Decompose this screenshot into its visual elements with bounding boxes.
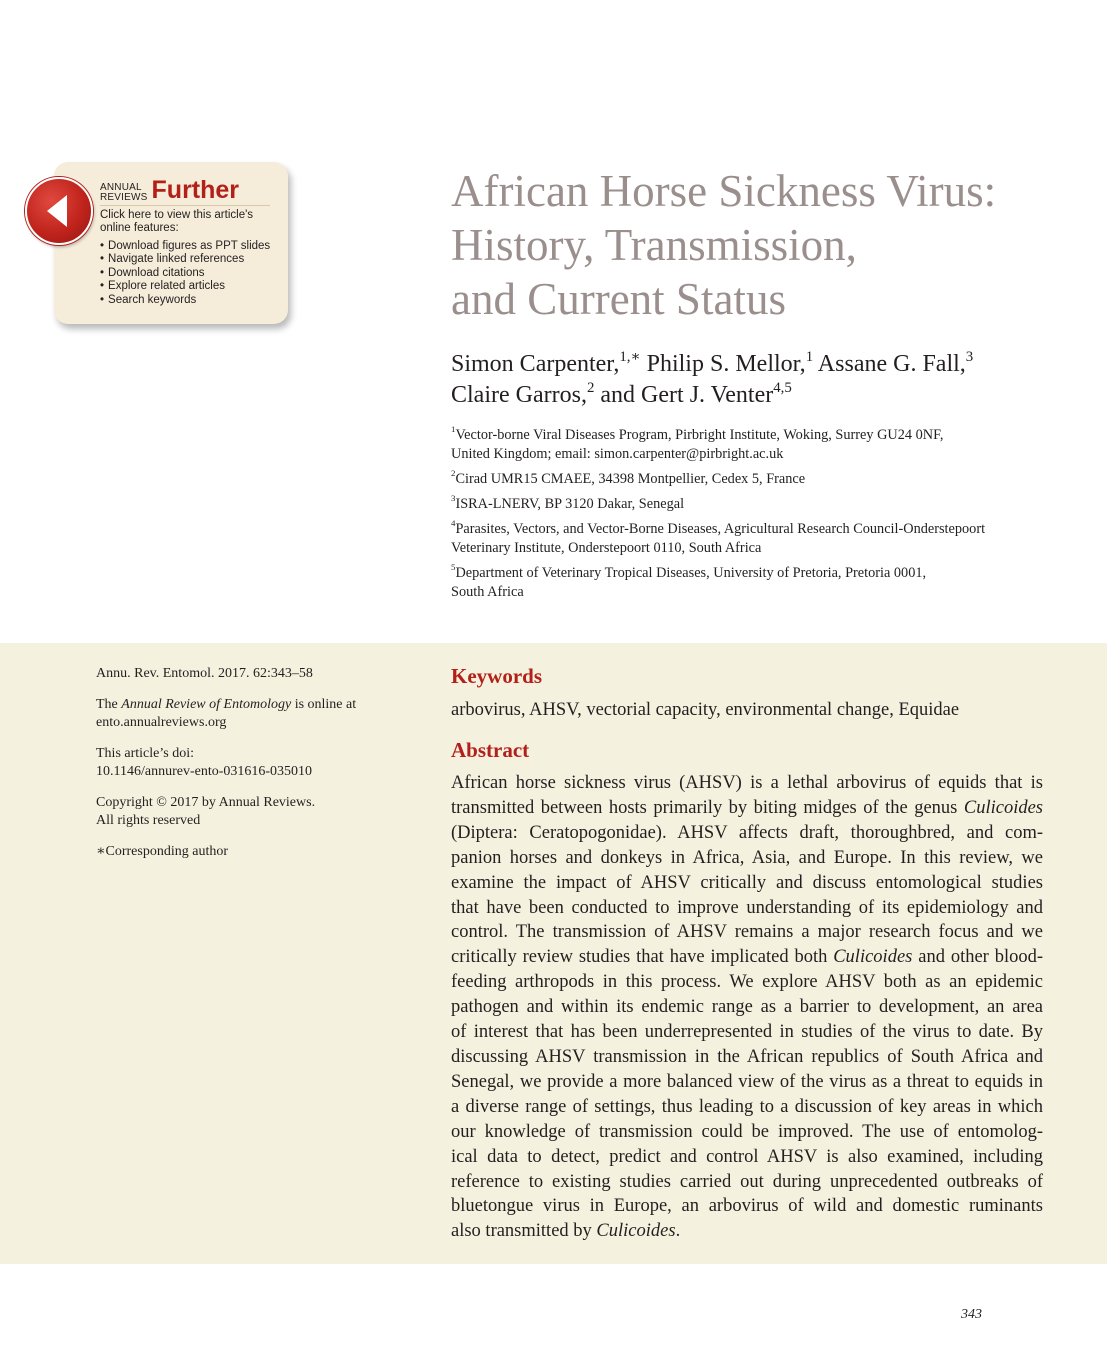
author-name: Philip S. Mellor, (640, 351, 806, 377)
abstract-line: feeding arthropods in this process. We explore AHSV both as an epidemic (451, 972, 1043, 993)
further-feature-list (100, 240, 280, 307)
affiliation (451, 520, 1091, 558)
journal-name: Annual Review of Entomology (121, 696, 292, 712)
feature-item[interactable]: • Download figures as PPT slides (100, 240, 280, 253)
click-here-link[interactable]: Click here (100, 209, 152, 221)
affiliation-number: 5 (451, 562, 456, 573)
title-line: African Horse Sickness Virus: (451, 166, 997, 216)
abstract-line: pathogen and within its endemic range as a barrier to development, an area (451, 997, 1043, 1018)
affiliation (451, 426, 1091, 464)
author-line (451, 349, 1081, 380)
feature-item[interactable]: • Explore related articles (100, 280, 280, 293)
feature-item[interactable]: • Download citations (100, 267, 280, 280)
affiliation-text: Vector-borne Viral Diseases Program, Pirbright Institute, Woking, Surrey GU24 0NF, (455, 427, 944, 443)
italic-term: Culicoides (596, 1221, 676, 1242)
author-affil-mark: 1,∗ (619, 348, 641, 365)
abstract-line: African horse sickness virus (AHSV) is a lethal arbovirus of equids that is (451, 773, 1043, 793)
author-name: Assane G. Fall, (813, 351, 966, 377)
affiliation (451, 470, 1091, 489)
further-divider (100, 205, 270, 206)
article-title (451, 164, 1071, 326)
affiliation-text: Veterinary Institute, Onderstepoort 0110, South Africa (451, 540, 762, 556)
affiliation (451, 564, 1091, 602)
logo-annual: ANNUAL (100, 182, 142, 193)
online-text: The (96, 696, 122, 712)
keywords-text: arbovirus, AHSV, vectorial capacity, environmental change, Equidae (451, 700, 960, 720)
italic-term: Culicoides (963, 797, 1043, 818)
click-here-rest-2: online features: (100, 222, 179, 234)
abstract-heading: Abstract (451, 738, 530, 762)
corresponding-note: ∗Corresponding author (96, 843, 228, 859)
abstract-line: control. The transmission of AHSV remains a major research focus and we (451, 922, 1043, 943)
online-note (96, 696, 396, 733)
citation: Annu. Rev. Entomol. 2017. 62:343–58 (96, 666, 313, 681)
further-label: Further (151, 176, 240, 204)
keywords-heading: Keywords (451, 664, 542, 688)
article-meta (96, 665, 396, 873)
affiliation-text: Department of Veterinary Tropical Diseases, University of Pretoria, Pretoria 0001, (455, 565, 927, 581)
online-text: is online at (291, 696, 357, 712)
further-header (100, 178, 239, 203)
logo-reviews: REVIEWS (100, 192, 148, 203)
abstract-line: of interest that has been underrepresented in studies of the virus to date. By (451, 1022, 1043, 1043)
abstract-line: Senegal, we provide a more balanced view of the virus as a threat to equids in (451, 1071, 1043, 1092)
click-here-rest: to view this article's (151, 209, 254, 221)
abstract-line: a diverse range of settings, thus leading to a discussion of key areas in which (451, 1096, 1043, 1117)
affiliation-text: United Kingdom; email: simon.carpenter@pirbright.ac.uk (451, 446, 784, 462)
affiliation-list (451, 426, 1091, 608)
doi-note (96, 745, 396, 782)
affiliation-text: Parasites, Vectors, and Vector-Borne Diseases, Agricultural Research Council-Onderstepoort (455, 521, 986, 537)
abstract-line: critically review studies that have implicated both Culicoides and other blood- (451, 947, 1043, 968)
abstract-line: discussing AHSV transmission in the African republics of South Africa and (451, 1046, 1043, 1067)
author-name: Simon Carpenter, (451, 351, 620, 377)
affiliation-number: 4 (451, 518, 456, 529)
abstract-line: that have been conducted to improve understanding of its epidemiology and (451, 897, 1043, 918)
feature-item[interactable]: • Navigate linked references (100, 253, 280, 266)
affiliation-text: ISRA-LNERV, BP 3120 Dakar, Senegal (455, 496, 685, 512)
abstract-line: our knowledge of transmission could be improved. The use of entomolog- (451, 1121, 1043, 1142)
doi-label: This article’s doi: (96, 745, 194, 761)
rights-text: All rights reserved (96, 813, 201, 828)
author-list (451, 349, 1081, 411)
abstract-line: ical data to detect, predict and control AHSV is also examined, including (451, 1146, 1043, 1167)
further-description (100, 209, 280, 307)
abstract-line: (Diptera: Ceratopogonidae). AHSV affects draft, thoroughbred, and com- (451, 822, 1043, 843)
journal-url-link[interactable]: ento.annualreviews.org (96, 715, 227, 730)
affiliation-number: 1 (451, 424, 456, 435)
abstract-line: examine the impact of AHSV critically and discuss entomological studies (451, 872, 1043, 893)
abstract-line: reference to existing studies carried out during unprecedented outbreaks of (451, 1171, 1043, 1192)
affiliation-text: Cirad UMR15 CMAEE, 34398 Montpellier, Cedex 5, France (455, 471, 806, 487)
abstract-body (451, 771, 1043, 1244)
title-line: History, Transmission, (451, 220, 857, 270)
affiliation-text: South Africa (451, 584, 524, 600)
italic-term: Culicoides (833, 947, 913, 968)
abstract-line: also transmitted by Culicoides. (451, 1221, 681, 1242)
author-name: and Gert J. Venter (594, 382, 774, 408)
annual-reviews-logo (100, 183, 148, 203)
abstract-line: panion horses and donkeys in Africa, Asia, and Europe. In this review, we (451, 847, 1043, 868)
affiliation (451, 495, 1091, 514)
back-arrow-icon[interactable] (25, 177, 93, 245)
affiliation-number: 2 (451, 468, 456, 479)
affiliation-number: 3 (451, 493, 456, 504)
abstract-line: transmitted between hosts primarily by biting midges of the genus Culicoides (451, 797, 1043, 818)
abstract-line: bluetongue virus in Europe, an arbovirus of wild and domestic ruminants (451, 1196, 1043, 1217)
page-number: 343 (961, 1307, 982, 1322)
copyright-text: Copyright © 2017 by Annual Reviews. (96, 794, 316, 810)
doi-link[interactable]: 10.1146/annurev-ento-031616-035010 (96, 764, 313, 779)
title-line: and Current Status (451, 274, 786, 324)
copyright-note (96, 794, 396, 831)
author-affil-mark: 3 (965, 348, 974, 365)
feature-item[interactable]: • Search keywords (100, 294, 280, 307)
author-line (451, 380, 1081, 411)
author-affil-mark: 1 (805, 348, 814, 365)
author-name: Claire Garros, (451, 382, 587, 408)
author-affil-mark: 4,5 (773, 379, 792, 396)
author-affil-mark: 2 (586, 379, 595, 396)
